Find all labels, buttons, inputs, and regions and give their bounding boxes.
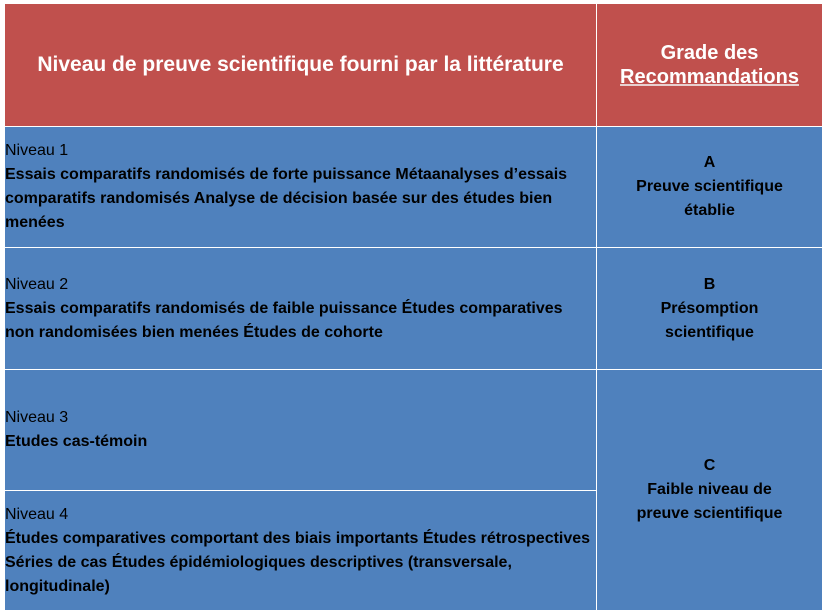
header-row	[5, 4, 823, 127]
level-title: Niveau 2	[5, 275, 69, 293]
table-row	[5, 248, 823, 370]
header-evidence-level	[5, 4, 597, 127]
header-evidence-level-text: Niveau de preuve scientifique fourni par la littérature	[37, 53, 564, 76]
level-cell-1	[5, 127, 597, 248]
header-grade-line1: Grade des	[660, 42, 759, 64]
grade-label: Preuve scientifique établie	[636, 178, 783, 219]
grade-cell-c	[597, 370, 823, 611]
table-row	[5, 127, 823, 248]
level-description: Etudes cas-témoin	[5, 433, 148, 450]
grade-cell-b	[597, 248, 823, 370]
evidence-grade-table	[4, 3, 823, 611]
level-cell-3	[5, 370, 597, 491]
header-grade	[597, 4, 823, 127]
level-cell-4	[5, 491, 597, 611]
level-cell-2	[5, 248, 597, 370]
grade-label: Présomption scientifique	[660, 299, 759, 341]
level-description: Essais comparatifs randomisés de faible puissance Études comparatives non randomisées bien menées Études de cohorte	[5, 299, 563, 341]
grade-cell-a	[597, 127, 823, 248]
level-description: Études comparatives comportant des biais importants Études rétrospectives Séries de cas Études épidémiologiques descriptives (transversale, longitudinale)	[5, 529, 591, 595]
level-title: Niveau 3	[5, 409, 69, 426]
grade-letter: C	[703, 457, 716, 474]
level-title: Niveau 1	[5, 142, 69, 159]
level-description: Essais comparatifs randomisés de forte puissance Métaanalyses d’essais comparatifs randomisés Analyse de décision basée sur des études bien menées	[5, 166, 568, 231]
level-title: Niveau 4	[5, 505, 69, 523]
table-row	[5, 370, 823, 491]
grade-letter: B	[703, 275, 716, 293]
header-grade-line2: Recommandations	[620, 66, 799, 88]
grade-label: Faible niveau de preuve scientifique	[636, 481, 783, 522]
grade-letter: A	[703, 154, 716, 171]
